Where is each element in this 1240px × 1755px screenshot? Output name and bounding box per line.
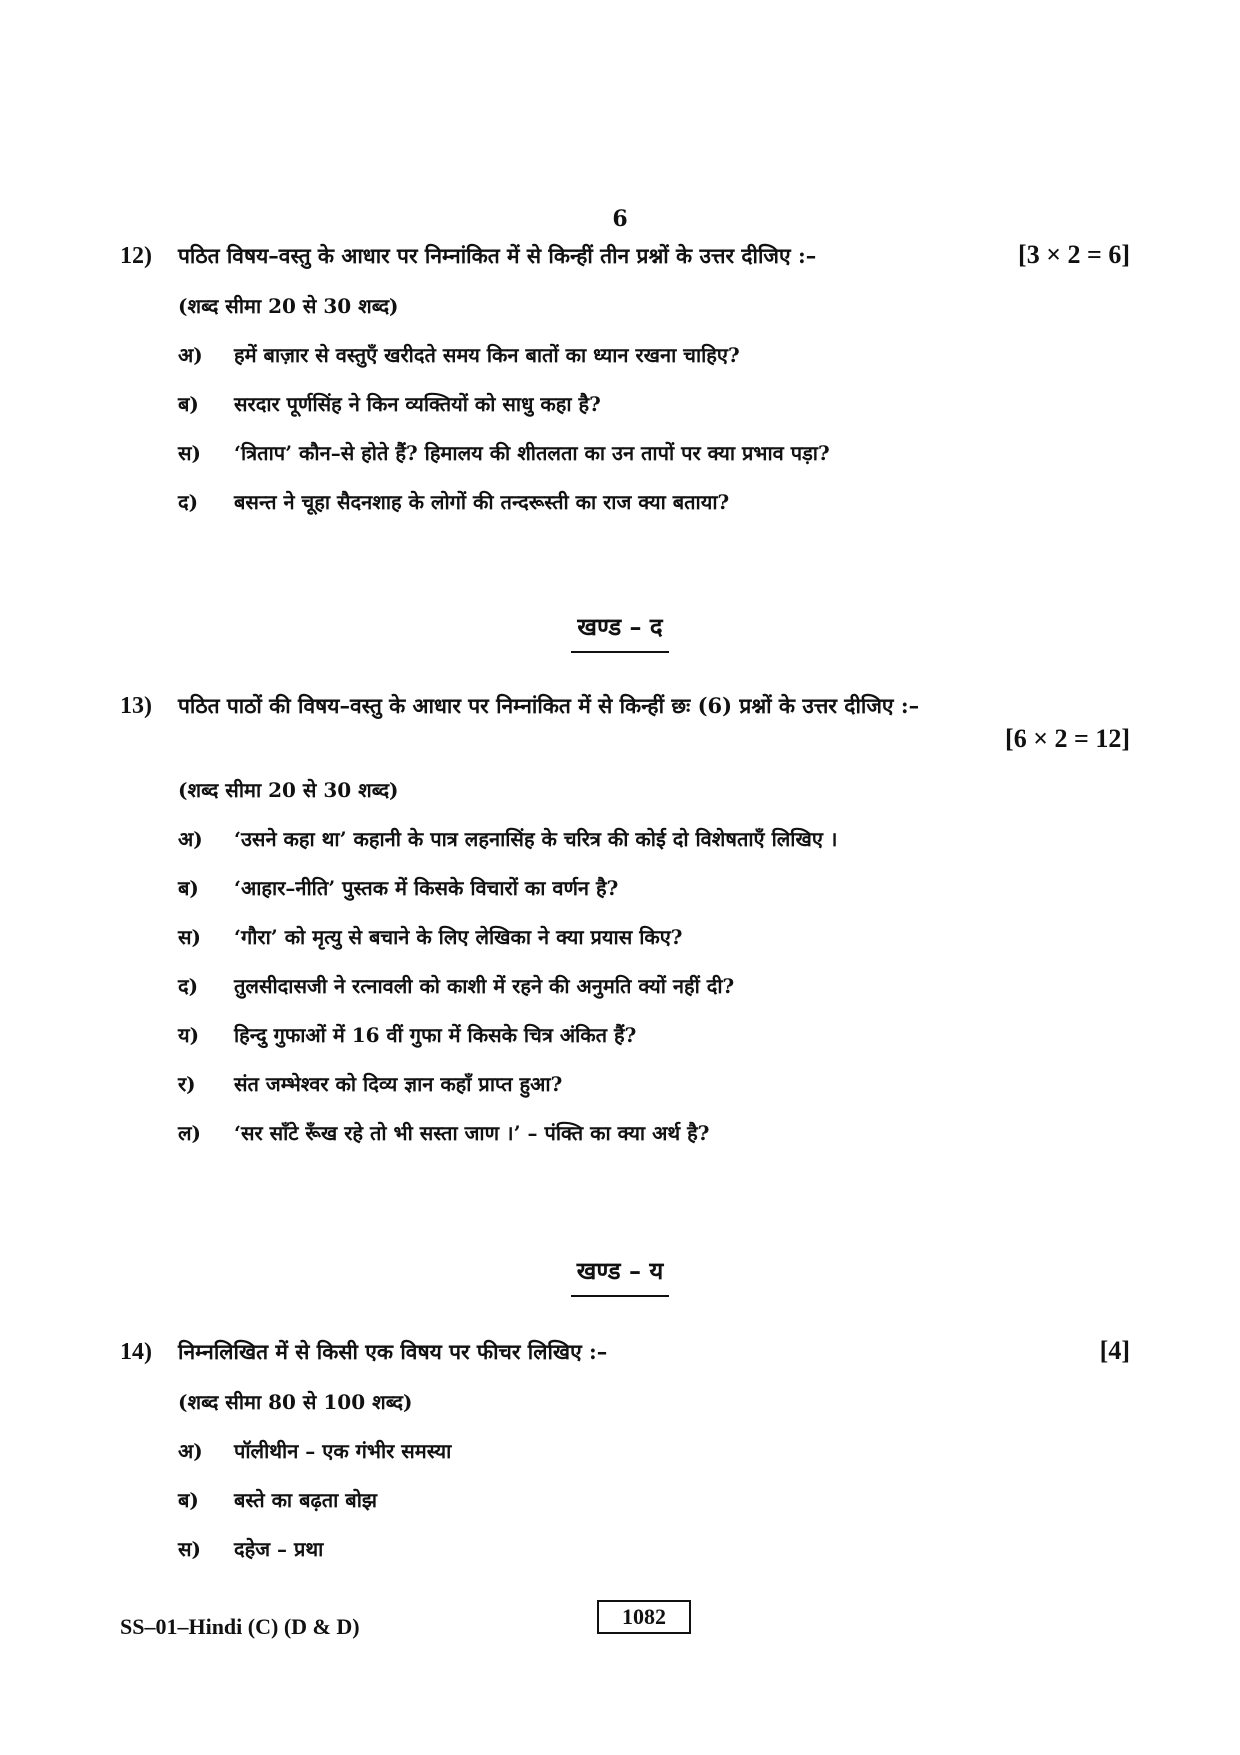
option-text: दहेज – प्रथा [234, 1537, 324, 1561]
question-text: पठित विषय–वस्तु के आधार पर निम्नांकित में से किन्हीं तीन प्रश्नों के उत्तर दीजिए :– [178, 243, 817, 268]
option [178, 825, 1130, 852]
option [178, 439, 1130, 466]
option-label: अ) [178, 1439, 203, 1463]
option-label: अ) [178, 827, 203, 851]
option-text: हमें बाज़ार से वस्तुएँ खरीदते समय किन बातों का ध्यान रखना चाहिए? [234, 343, 740, 367]
option-text: पॉलीथीन – एक गंभीर समस्या [234, 1439, 452, 1463]
option [178, 341, 1130, 368]
option-text: संत जम्भेश्वर को दिव्य ज्ञान कहाँ प्राप्त हुआ? [234, 1072, 563, 1096]
question-number: 14) [120, 1339, 152, 1365]
option-label: द) [178, 974, 199, 998]
option-text: सरदार पूर्णसिंह ने किन व्यक्तियों को साधु कहा है? [234, 392, 601, 416]
option [178, 488, 1130, 515]
option-text: ‘सर साँटे रूँख रहे तो भी सस्ता जाण ।’ – पंक्ति का क्या अर्थ है? [234, 1121, 710, 1145]
option [178, 874, 1130, 901]
option-label: ब) [178, 1488, 199, 1512]
option-label: ल) [178, 1121, 202, 1145]
option-text: ‘आहार–नीति’ पुस्तक में किसके विचारों का वर्णन है? [234, 876, 619, 900]
option [178, 1486, 1130, 1513]
option [178, 1437, 1130, 1464]
section-heading-y [0, 1254, 1240, 1297]
question-13-header [120, 692, 1130, 720]
option-label: द) [178, 490, 199, 514]
paper-code: SS–01–Hindi (C) (D & D) [120, 1614, 360, 1639]
option [178, 1119, 1130, 1146]
marks: [4] [1099, 1336, 1130, 1365]
option-text: हिन्दु गुफाओं में 16 वीं गुफा में किसके चित्र अंकित हैं? [234, 1023, 637, 1047]
section-title: खण्ड – य [571, 1254, 670, 1297]
option-text: बसन्त ने चूहा सैदनशाह के लोगों की तन्दरूस्ती का राज क्या बताया? [234, 490, 730, 514]
option-label: स) [178, 441, 201, 465]
option [178, 1021, 1130, 1048]
option-label: र) [178, 1072, 196, 1096]
question-14 [120, 1336, 1130, 1562]
option-text: ‘गौरा’ को मृत्यु से बचाने के लिए लेखिका ने क्या प्रयास किए? [234, 925, 683, 949]
question-text: पठित पाठों की विषय–वस्तु के आधार पर निम्नांकित में से किन्हीं छः (6) प्रश्नों के उत्तर दीजिए :– [178, 693, 920, 718]
question-12 [120, 240, 1130, 515]
option-label: ब) [178, 876, 199, 900]
option-label: य) [178, 1023, 200, 1047]
word-limit: (शब्द सीमा 20 से 30 शब्द) [178, 778, 399, 802]
option-label: स) [178, 925, 201, 949]
option [178, 972, 1130, 999]
question-text: निम्नलिखित में से किसी एक विषय पर फीचर लिखिए :– [178, 1339, 608, 1364]
page-number: 6 [612, 206, 628, 232]
option-label: अ) [178, 343, 203, 367]
option-text: ‘त्रिताप’ कौन–से होते हैं? हिमालय की शीतलता का उन तापों पर क्या प्रभाव पड़ा? [234, 441, 830, 465]
question-number: 13) [120, 693, 152, 719]
word-limit: (शब्द सीमा 80 से 100 शब्द) [178, 1390, 413, 1414]
section-title: खण्ड – द [571, 610, 668, 653]
option-label: स) [178, 1537, 201, 1561]
question-13 [120, 692, 1130, 1146]
section-heading-d [0, 610, 1240, 653]
page-code-box: 1082 [597, 1600, 691, 1634]
option [178, 923, 1130, 950]
option-text: बस्ते का बढ़ता बोझ [234, 1488, 378, 1512]
word-limit: (शब्द सीमा 20 से 30 शब्द) [178, 294, 399, 318]
question-12-header [120, 240, 1130, 270]
option-label: ब) [178, 392, 199, 416]
option-text: ‘उसने कहा था’ कहानी के पात्र लहनासिंह के चरित्र की कोई दो विशेषताएँ लिखिए । [234, 827, 838, 851]
question-number: 12) [120, 243, 152, 269]
option [178, 1070, 1130, 1097]
option [178, 1535, 1130, 1562]
option [178, 390, 1130, 417]
marks: [3 × 2 = 6] [1018, 240, 1130, 269]
option-text: तुलसीदासजी ने रत्नावली को काशी में रहने की अनुमति क्यों नहीं दी? [234, 974, 735, 998]
question-14-header [120, 1336, 1130, 1366]
marks: [6 × 2 = 12] [1005, 724, 1130, 753]
